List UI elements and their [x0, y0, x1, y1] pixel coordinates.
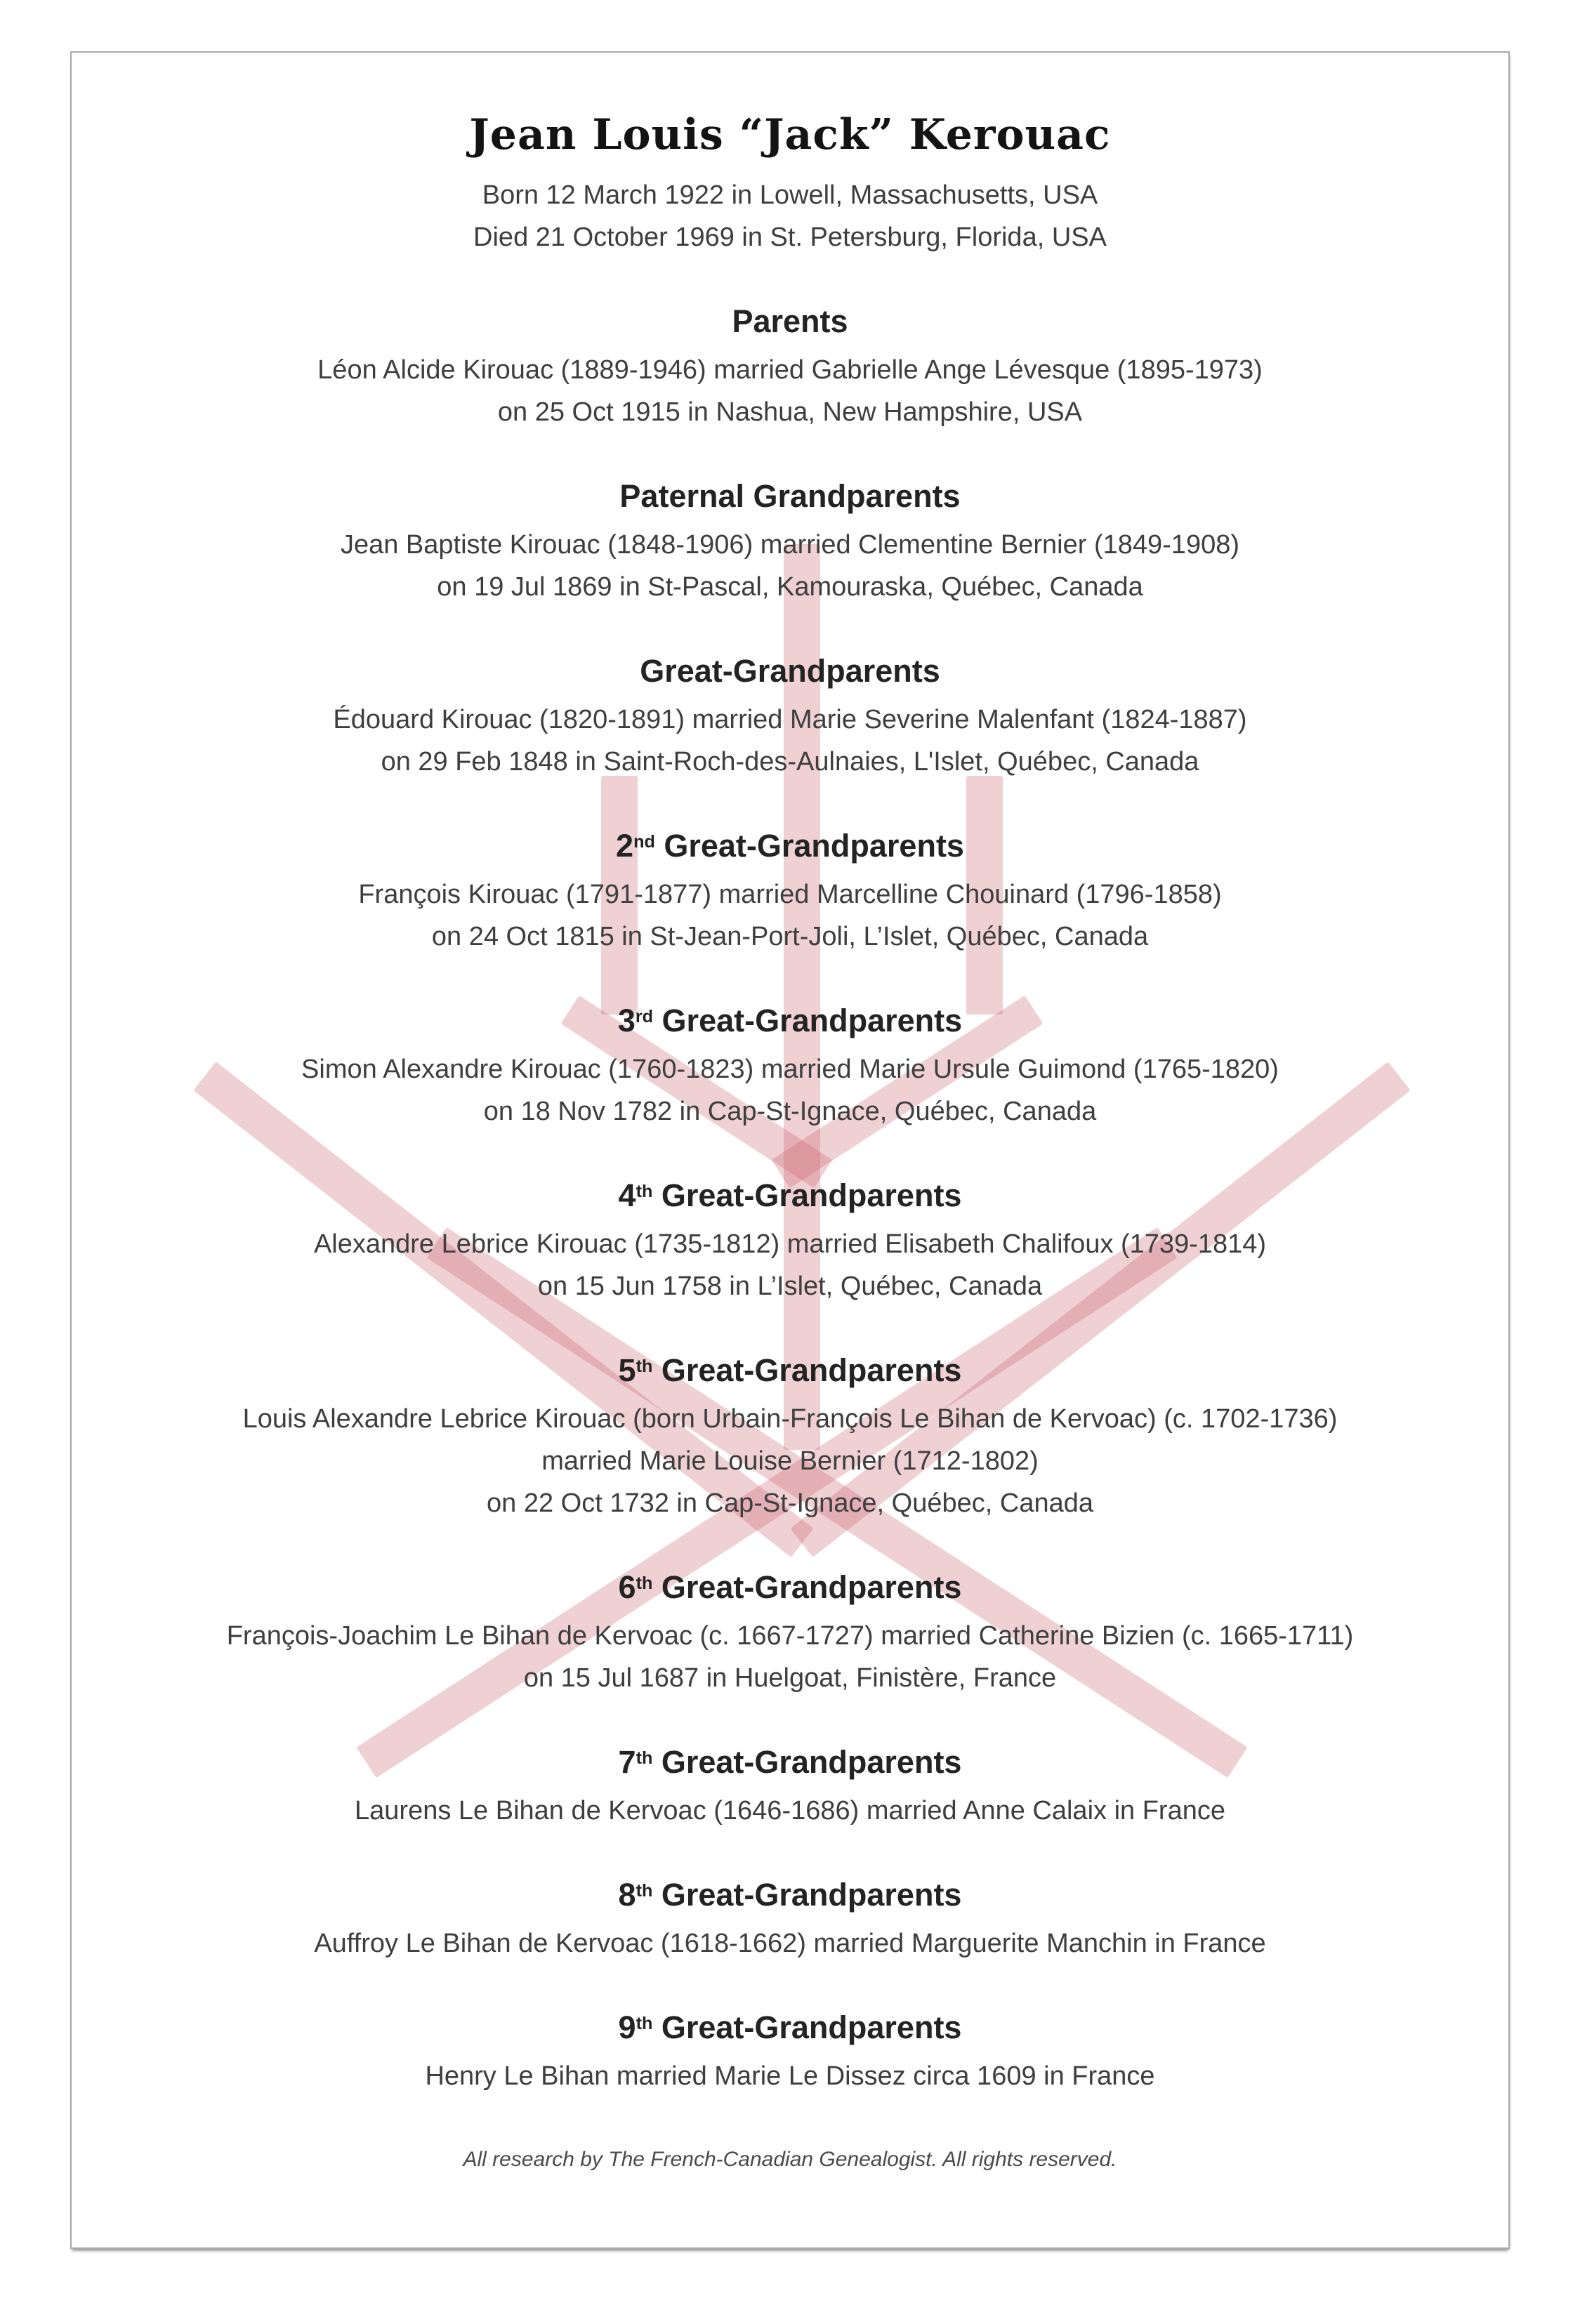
section-heading	[72, 1349, 1508, 1397]
heading-ordinal-suffix: nd	[633, 832, 655, 852]
section-great-grandparents	[72, 650, 1508, 783]
section-line: François-Joachim Le Bihan de Kervoac (c. 1667-1727) married Catherine Bizien (c. 1665-1711)	[226, 1621, 1354, 1651]
section-heading	[72, 1741, 1508, 1788]
heading-ordinal: 3	[617, 1003, 636, 1038]
heading-ordinal: 8	[618, 1877, 636, 1913]
section-heading	[72, 1566, 1508, 1613]
section-4th-great-grandparents	[72, 1175, 1508, 1307]
heading-label: Great-Grandparents	[640, 653, 940, 689]
section-line: Henry Le Bihan married Marie Le Dissez circa 1609 in France	[425, 2061, 1155, 2091]
section-7th-great-grandparents	[72, 1741, 1508, 1832]
section-heading	[72, 1175, 1508, 1222]
section-heading	[72, 650, 1508, 697]
heading-ordinal: 2	[616, 828, 634, 864]
section-line: on 24 Oct 1815 in St-Jean-Port-Joli, L’Islet, Québec, Canada	[431, 922, 1149, 951]
section-line: on 18 Nov 1782 in Cap-St-Ignace, Québec, Canada	[483, 1097, 1097, 1126]
section-heading	[72, 1000, 1508, 1047]
section-line: Laurens Le Bihan de Kervoac (1646-1686) married Anne Calaix in France	[355, 1796, 1225, 1825]
died-line: Died 21 October 1969 in St. Petersburg, Florida, USA	[473, 223, 1107, 252]
section-heading	[72, 825, 1508, 872]
section-heading	[72, 1874, 1508, 1921]
heading-ordinal-suffix: th	[636, 2014, 653, 2034]
section-line: on 15 Jun 1758 in L’Islet, Québec, Canada	[537, 1272, 1043, 1301]
section-5th-great-grandparents	[72, 1349, 1508, 1524]
section-line: married Marie Louise Bernier (1712-1802)	[541, 1446, 1039, 1476]
heading-ordinal: 7	[618, 1744, 636, 1780]
page-border	[70, 51, 1510, 2249]
born-line: Born 12 March 1922 in Lowell, Massachusetts, USA	[482, 180, 1098, 210]
section-6th-great-grandparents	[72, 1566, 1508, 1699]
heading-ordinal-suffix: th	[636, 1881, 653, 1901]
heading-label: Great-Grandparents	[652, 1352, 962, 1388]
heading-label: Great-Grandparents	[653, 1003, 963, 1038]
section-line: François Kirouac (1791-1877) married Marcelline Chouinard (1796-1858)	[358, 880, 1222, 909]
heading-ordinal: 5	[618, 1352, 636, 1388]
section-heading	[72, 2007, 1508, 2054]
heading-ordinal: 9	[618, 2009, 636, 2045]
heading-label: Great-Grandparents	[652, 1177, 962, 1213]
section-heading	[72, 301, 1508, 348]
section-line: Louis Alexandre Lebrice Kirouac (born Urbain-François Le Bihan de Kervoac) (c. 1702-1736)	[242, 1404, 1338, 1434]
heading-ordinal-suffix: th	[636, 1573, 653, 1594]
heading-ordinal: 6	[618, 1569, 636, 1605]
section-line: on 25 Oct 1915 in Nashua, New Hampshire, USA	[497, 397, 1083, 427]
heading-label: Parents	[732, 303, 848, 339]
section-heading	[72, 475, 1508, 522]
report-content	[72, 53, 1508, 2172]
heading-ordinal-suffix: th	[636, 1356, 653, 1377]
section-line: Alexandre Lebrice Kirouac (1735-1812) married Elisabeth Chalifoux (1739-1814)	[313, 1229, 1267, 1259]
heading-label: Great-Grandparents	[654, 828, 964, 864]
section-paternal-grandparents	[72, 475, 1508, 608]
heading-label: Paternal Grandparents	[619, 478, 961, 514]
page-title: Jean Louis “Jack” Kerouac	[469, 110, 1111, 159]
heading-label: Great-Grandparents	[652, 1569, 962, 1605]
section-line: Jean Baptiste Kirouac (1848-1906) married Clementine Bernier (1849-1908)	[340, 530, 1240, 560]
section-line: Simon Alexandre Kirouac (1760-1823) married Marie Ursule Guimond (1765-1820)	[301, 1055, 1279, 1084]
section-line: Édouard Kirouac (1820-1891) married Marie Severine Malenfant (1824-1887)	[333, 705, 1247, 734]
heading-label: Great-Grandparents	[652, 2009, 962, 2045]
heading-ordinal-suffix: th	[636, 1748, 653, 1769]
section-9th-great-grandparents	[72, 2007, 1508, 2097]
section-8th-great-grandparents	[72, 1874, 1508, 1965]
section-3rd-great-grandparents	[72, 1000, 1508, 1133]
section-line: on 22 Oct 1732 in Cap-St-Ignace, Québec, Canada	[487, 1488, 1093, 1518]
heading-ordinal-suffix: rd	[635, 1007, 654, 1027]
section-parents	[72, 301, 1508, 433]
heading-ordinal-suffix: th	[636, 1182, 653, 1202]
section-line: on 19 Jul 1869 in St-Pascal, Kamouraska, Québec, Canada	[437, 572, 1143, 602]
section-line: Auffroy Le Bihan de Kervoac (1618-1662) married Marguerite Manchin in France	[314, 1929, 1266, 1958]
heading-label: Great-Grandparents	[652, 1877, 962, 1913]
heading-ordinal: 4	[618, 1177, 636, 1213]
section-line: on 15 Jul 1687 in Huelgoat, Finistère, France	[523, 1663, 1057, 1693]
copyright-footer: All research by The French-Canadian Genealogist. All rights reserved.	[463, 2148, 1117, 2171]
section-2nd-great-grandparents	[72, 825, 1508, 958]
section-line: on 29 Feb 1848 in Saint-Roch-des-Aulnaies, L'Islet, Québec, Canada	[381, 747, 1199, 777]
section-line: Léon Alcide Kirouac (1889-1946) married Gabrielle Ange Lévesque (1895-1973)	[317, 355, 1263, 385]
heading-label: Great-Grandparents	[652, 1744, 962, 1780]
